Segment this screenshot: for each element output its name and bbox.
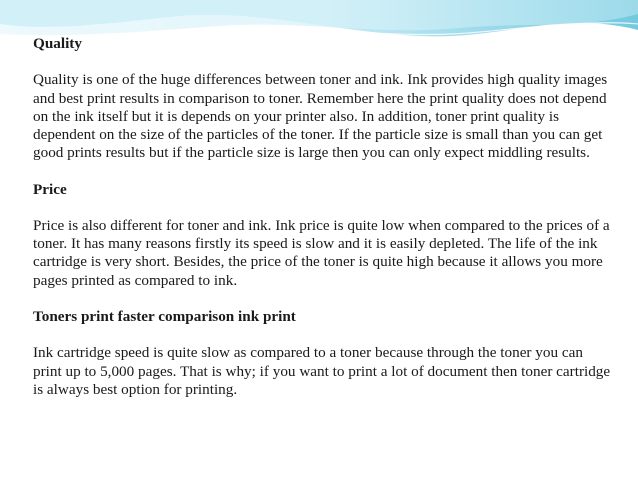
section-body-price: Price is also different for toner and ink. Ink price is quite low when compared to the prices of a toner. It has many reasons firstly its speed is slow and it is easily depleted. The life of the ink cartridge is very short. Besides, the price of the toner is quite high because it allows you more pages printed as compared to ink. (33, 216, 610, 289)
spacer (33, 290, 613, 308)
section-body-speed: Ink cartridge speed is quite slow as compared to a toner because through the toner you can print up to 5,000 pages. That is why; if you want to print a lot of document then toner cartridge is always best option for printing. (33, 344, 611, 398)
spacer (33, 326, 613, 344)
spacer (33, 162, 613, 180)
spacer (33, 53, 613, 71)
section-heading-price: Price (33, 180, 67, 198)
slide-content (33, 35, 613, 399)
spacer (33, 199, 613, 217)
section-heading-quality: Quality (33, 35, 82, 52)
section-heading-speed: Toners print faster comparison ink print (33, 307, 296, 325)
section-body-quality: Quality is one of the huge differences between toner and ink. Ink provides high quality images and best print results in comparison to toner. Remember here the print quality does not depend on the ink itself but it is depends on your printer also. In addition, toner print quality is dependent on the size of the particles of the toner. If the particle size is small than you can get good prints results but if the particle size is large then you can only expect middling results. (33, 71, 608, 162)
